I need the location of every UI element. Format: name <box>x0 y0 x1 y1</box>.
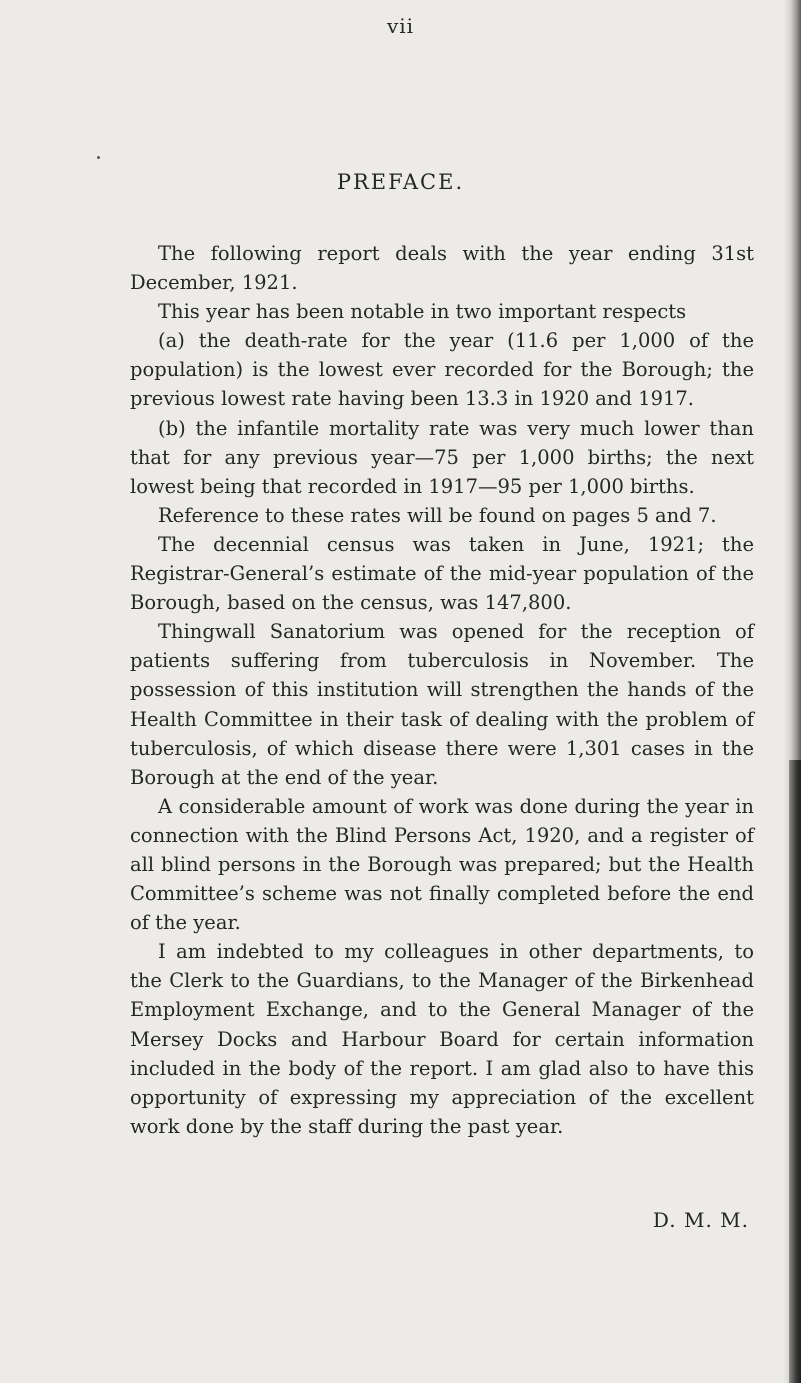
page-binding-shadow <box>789 760 801 1383</box>
page-number: vii <box>386 14 415 38</box>
page-title: PREFACE. <box>336 170 465 194</box>
paragraph-report-year: The following report deals with the year ending 31st December, 1921. <box>130 242 754 295</box>
paragraph-acknowledgements: I am indebted to my colleagues in other departments, to the Clerk to the Guardians, to the Manager of the Birkenhead Employment Exchange, and to the General Manager of the Mersey Docks and Harbour Board for certain information included in the body of the report. I am glad also to have this opportunity of expressing my appreciation of the excellent work done by the staff during the past year. <box>130 940 754 1138</box>
signature-initials: D. M. M. <box>652 1208 749 1232</box>
print-speck <box>97 156 100 159</box>
paragraph-blind-persons: A considerable amount of work was done during the year in connection with the Blind Persons Act, 1920, and a register of all blind persons in the Borough was prepared; but the Health Committee’s scheme was not finally completed before the end of the year. <box>130 794 754 935</box>
paragraph-census: The decennial census was taken in June, 1921; the Registrar-General’s estimate of the mid-year population of the Borough, based on the census, was 147,800. <box>130 532 754 615</box>
paragraph-reference: Reference to these rates will be found on pages 5 and 7. <box>158 503 717 527</box>
paragraph-sanatorium: Thingwall Sanatorium was opened for the reception of patients suffering from tuberculosis in November. The possession of this institution will strengthen the hands of the Health Committee in their task of dealing with the problem of tuberculosis, of which disease there were 1,301 cases in the Borough at the end of the year. <box>130 620 754 789</box>
preface-body <box>130 239 754 1141</box>
paragraph-death-rate: (a) the death-rate for the year (11.6 per 1,000 of the population) is the lowest ever recorded for the Borough; the previous lowest rate having been 13.3 in 1920 and 1917. <box>130 329 754 411</box>
paragraph-infantile-mortality: (b) the infantile mortality rate was very much lower than that for any previous year—75 per 1,000 births; the next lowest being that recorded in 1917—95 per 1,000 births. <box>130 416 754 498</box>
paragraph-notable: This year has been notable in two important respects <box>158 300 687 324</box>
